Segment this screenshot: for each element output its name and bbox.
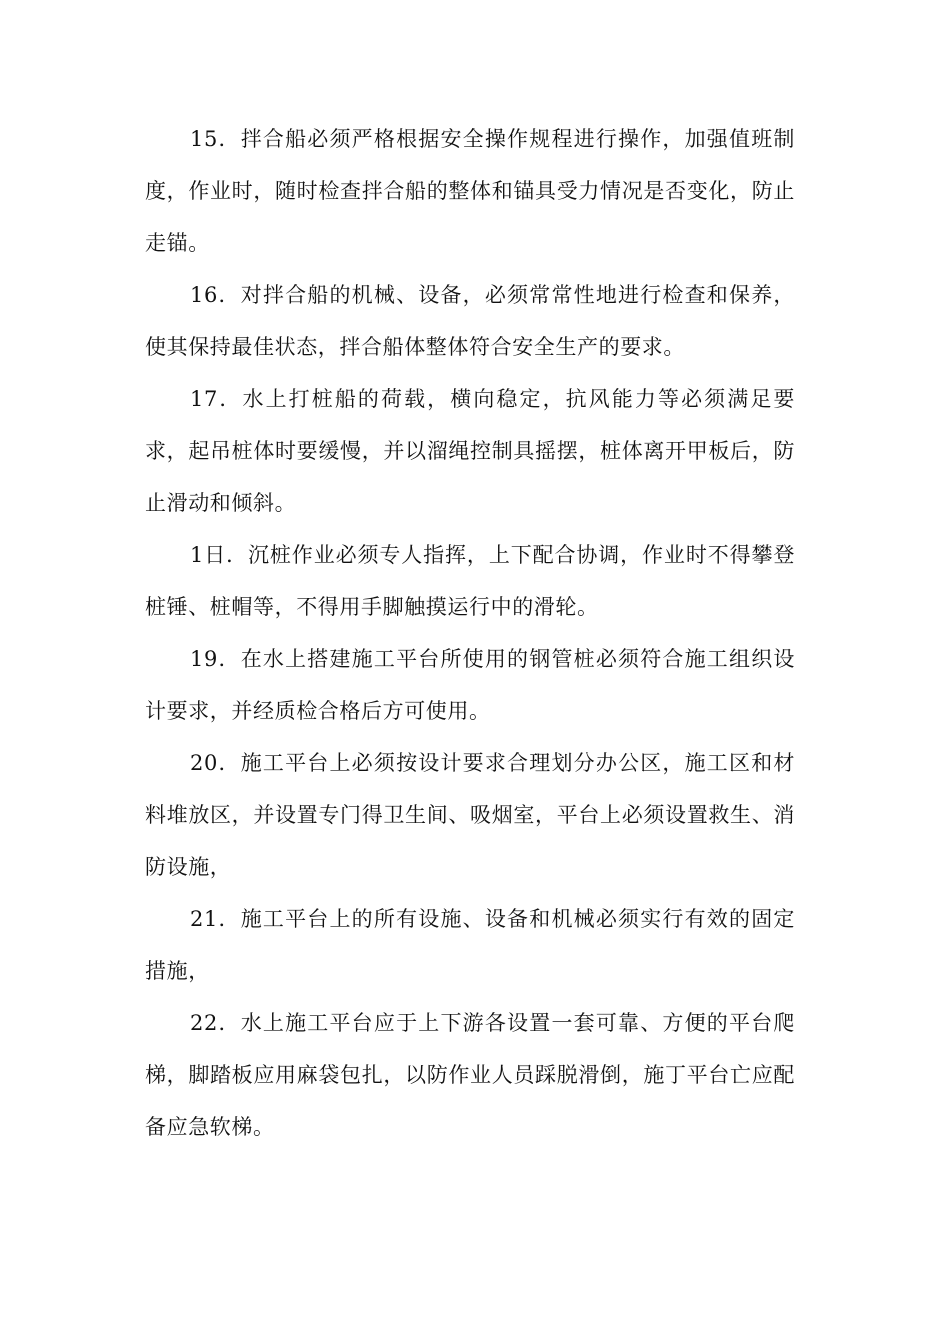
paragraph-18: 1日．沉桩作业必须专人指挥，上下配合协调，作业时不得攀登桩锤、桩帽等，不得用手脚触摸运行中的滑轮。: [145, 543, 795, 619]
paragraph-20: 20．施工平台上必须按设计要求合理划分办公区，施工区和材料堆放区，并设置专门得卫生间、吸烟室，平台上必须设置救生、消防设施，: [145, 751, 795, 879]
paragraph-22: 22．水上施工平台应于上下游各设置一套可靠、方便的平台爬梯，脚踏板应用麻袋包扎，以防作业人员踩脱滑倒，施丁平台亡应配备应急软梯。: [145, 1011, 795, 1139]
paragraph-21: 21．施工平台上的所有设施、设备和机械必须实行有效的固定措施，: [145, 907, 795, 983]
paragraph-19: 19．在水上搭建施工平台所使用的钢管桩必须符合施工组织设计要求，并经质检合格后方可使用。: [145, 647, 795, 723]
paragraph-17: 17．水上打桩船的荷载，横向稳定，抗风能力等必须满足要求，起吊桩体时要缓慢，并以溜绳控制具摇摆，桩体离开甲板后，防止滑动和倾斜。: [145, 387, 795, 515]
paragraph-16: 16．对拌合船的机械、设备，必须常常性地进行检查和保养，使其保持最佳状态，拌合船体整体符合安全生产的要求。: [145, 283, 795, 359]
document-body: [145, 113, 795, 1153]
paragraph-15: 15．拌合船必须严格根据安全操作规程进行操作，加强值班制度，作业时，随时检查拌合船的整体和锚具受力情况是否变化，防止走锚。: [145, 127, 795, 255]
